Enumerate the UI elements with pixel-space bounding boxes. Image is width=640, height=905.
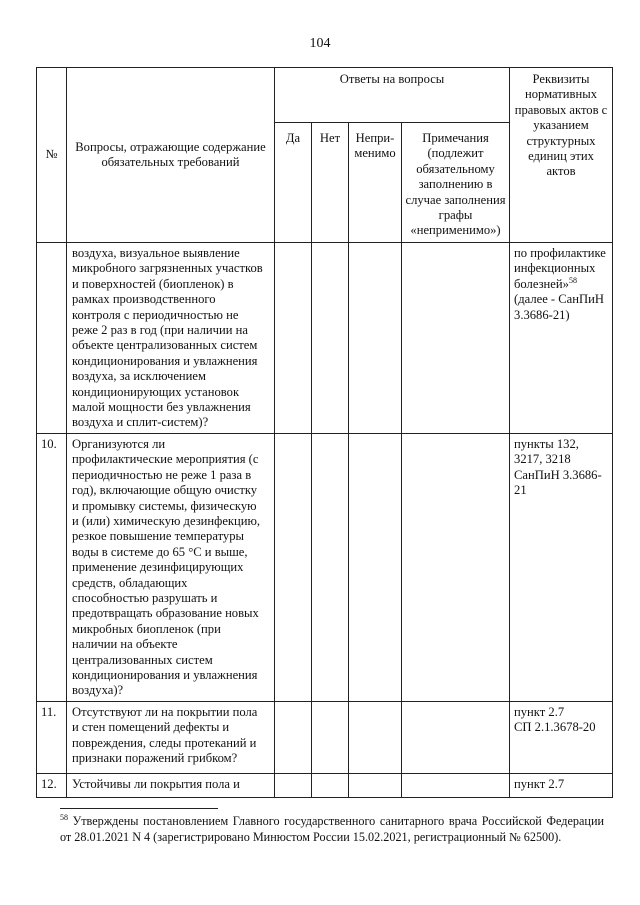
table-row bbox=[37, 243, 613, 434]
row-number: 10. bbox=[37, 433, 67, 701]
answer-not-applicable-cell[interactable] bbox=[349, 701, 402, 773]
table-row bbox=[37, 433, 613, 701]
footnote-marker: 58 bbox=[60, 812, 68, 822]
table-header-row bbox=[37, 68, 613, 123]
answer-yes-cell[interactable] bbox=[275, 773, 312, 797]
header-not-applicable: Непри- менимо bbox=[349, 123, 402, 243]
row-requisites: по профилактике инфекционных болезней»$^{58}$ (далее - СанПиН 3.3686-21) bbox=[510, 243, 613, 434]
header-notes: Примечания (подлежит обязательному заполнению в случае заполнения графы «неприменимо») bbox=[402, 123, 510, 243]
row-requisites: пункт 2.7 СП 2.1.3678-20 bbox=[510, 701, 613, 773]
row-question: Устойчивы ли покрытия пола и bbox=[67, 773, 275, 797]
row-number: 11. bbox=[37, 701, 67, 773]
checklist-table bbox=[36, 67, 613, 798]
row-requisites: пункты 132, 3217, 3218 СанПиН 3.3686- 21 bbox=[510, 433, 613, 701]
answer-no-cell[interactable] bbox=[312, 773, 349, 797]
header-answers: Ответы на вопросы bbox=[275, 68, 510, 123]
answer-no-cell[interactable] bbox=[312, 243, 349, 434]
answer-no-cell[interactable] bbox=[312, 701, 349, 773]
answer-notes-cell[interactable] bbox=[402, 433, 510, 701]
header-number: № bbox=[37, 68, 67, 243]
header-question: Вопросы, отражающие содержание обязательных требований bbox=[67, 68, 275, 243]
row-question: Организуются ли профилактические мероприятия (с периодичностью не реже 1 раза в год), включающие общую очистку и промывку системы, физическую и (или) химическую дезинфекцию, резкое повышение температуры воды в системе до 65 °С и выше, применение дезинфицирующих средств, обладающих способностью разрушать и предотвращать образование новых микробных биопленок (при наличии на объекте централизованных систем кондиционирования и увлажнения воздуха)? bbox=[67, 433, 275, 701]
answer-yes-cell[interactable] bbox=[275, 433, 312, 701]
row-number bbox=[37, 243, 67, 434]
table-row bbox=[37, 773, 613, 797]
answer-yes-cell[interactable] bbox=[275, 701, 312, 773]
header-requisites: Реквизиты нормативных правовых актов с указанием структурных единиц этих актов bbox=[510, 68, 613, 243]
row-number: 12. bbox=[37, 773, 67, 797]
header-yes: Да bbox=[275, 123, 312, 243]
answer-notes-cell[interactable] bbox=[402, 243, 510, 434]
answer-not-applicable-cell[interactable] bbox=[349, 433, 402, 701]
answer-yes-cell[interactable] bbox=[275, 243, 312, 434]
table-row bbox=[37, 701, 613, 773]
footnote-ref[interactable]: 58 bbox=[568, 275, 577, 285]
footnote-separator bbox=[60, 808, 218, 809]
footnote-text: Утверждены постановлением Главного государственного санитарного врача Российской Федерации от 28.01.2021 N 4 (зарегистрировано Минюстом России 15.02.2021, регистрационный № 62500). bbox=[60, 814, 604, 844]
answer-no-cell[interactable] bbox=[312, 433, 349, 701]
answer-not-applicable-cell[interactable] bbox=[349, 243, 402, 434]
page-number: 104 bbox=[309, 36, 331, 51]
answer-notes-cell[interactable] bbox=[402, 773, 510, 797]
row-question: Отсутствуют ли на покрытии пола и стен помещений дефекты и повреждения, следы протеканий и признаки поражений грибком? bbox=[67, 701, 275, 773]
row-question: воздуха, визуальное выявление микробного загрязненных участков и поверхностей (биопленок) в рамках производственного контроля с периодичностью не реже 2 раз в год (при наличии на объекте централизованных систем кондиционирования и увлажнения воздуха, за исключением кондиционирующих установок малой мощности без увлажнения воздуха и сплит-систем)? bbox=[67, 243, 275, 434]
header-no: Нет bbox=[312, 123, 349, 243]
answer-notes-cell[interactable] bbox=[402, 701, 510, 773]
footnote bbox=[60, 813, 604, 845]
answer-not-applicable-cell[interactable] bbox=[349, 773, 402, 797]
row-requisites: пункт 2.7 bbox=[510, 773, 613, 797]
